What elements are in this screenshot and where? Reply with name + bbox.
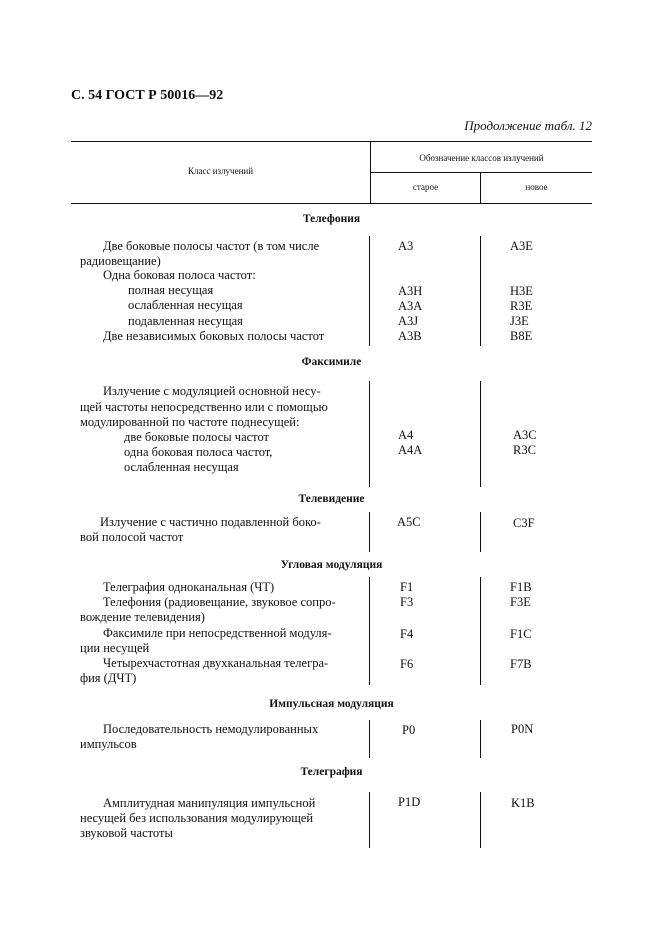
section-title-facsimile: Факсимиле (301, 356, 362, 368)
row-text: ослабленная несущая (128, 298, 243, 312)
old-designation: F4 (400, 627, 414, 641)
old-designation: A3H (398, 284, 423, 298)
new-designation: R3C (513, 443, 536, 457)
row-text: Телеграфия одноканальная (ЧТ) (103, 580, 275, 594)
row-text: ции несущей (80, 641, 150, 655)
old-designation: A3A (398, 299, 423, 313)
old-designation: F6 (400, 657, 414, 671)
new-designation: F1C (510, 627, 532, 641)
column-rule (369, 236, 370, 346)
column-rule (480, 236, 481, 346)
section-title-telephony: Телефония (302, 213, 361, 225)
row-text: подавленная несущая (128, 314, 243, 328)
row-text: вождение телевидения) (80, 610, 205, 624)
row-text: Излучение с частично подавленной боко- (100, 515, 321, 529)
row-text: Факсимиле при непосредственной модуля- (103, 626, 332, 640)
header-divider-class (370, 141, 371, 203)
row-text: модулированной по частоте поднесущей: (80, 415, 300, 429)
column-rule (480, 577, 481, 685)
section-title-pulse-modulation: Импульсная модуляция (269, 698, 394, 710)
section-title-television: Телевидение (298, 493, 365, 505)
row-text: Телефония (радиовещание, звуковое сопро- (103, 595, 336, 609)
row-text: одна боковая полоса частот, (124, 445, 273, 459)
old-designation: A3B (398, 329, 422, 343)
new-designation: C3F (513, 516, 535, 530)
row-text: щей частоты непосредственно или с помощью (80, 400, 328, 414)
section-title-telegraphy: Телеграфия (300, 766, 363, 778)
row-text: радиовещание) (80, 254, 161, 268)
new-designation: H3E (510, 284, 533, 298)
new-designation: A3E (510, 239, 533, 253)
new-designation: F3E (510, 595, 531, 609)
new-designation: A3C (513, 428, 537, 442)
table-header-rule (370, 172, 592, 173)
column-rule (480, 381, 481, 487)
row-text: Последовательность немодулированных (103, 722, 319, 736)
row-text: звуковой частоты (80, 826, 173, 840)
column-rule (480, 720, 481, 758)
header-designation: Обозначение классов излучений (419, 153, 544, 163)
table-top-rule (71, 141, 592, 142)
table-header-bottom-rule (71, 203, 592, 204)
column-rule (369, 720, 370, 758)
new-designation: R3E (510, 299, 533, 313)
old-designation: A5C (397, 515, 421, 529)
row-text: две боковые полосы частот (124, 430, 270, 444)
row-text: Амплитудная манипуляция импульсной (103, 796, 316, 810)
old-designation: A4 (398, 428, 414, 442)
row-text: Излучение с модуляцией основной несу- (103, 384, 321, 398)
column-rule (369, 577, 370, 685)
old-designation: A3J (398, 314, 419, 328)
old-designation: P0 (402, 723, 416, 737)
row-text: Четырехчастотная двухканальная телегра- (103, 656, 329, 670)
new-designation: B8E (510, 329, 533, 343)
new-designation: K1B (511, 796, 535, 810)
new-designation: J3E (510, 314, 529, 328)
row-text: Две боковые полосы частот (в том числе (103, 239, 320, 253)
row-text: ослабленная несущая (124, 460, 239, 474)
old-designation: F1 (400, 580, 414, 594)
row-text: вой полосой частот (80, 530, 184, 544)
column-rule (369, 512, 370, 552)
old-designation: P1D (398, 795, 421, 809)
new-designation: P0N (511, 722, 534, 736)
new-designation: F7B (510, 657, 532, 671)
old-designation: A4A (398, 443, 423, 457)
header-new: новое (525, 182, 548, 192)
row-text: импульсов (80, 737, 137, 751)
row-text: Одна боковая полоса частот: (103, 268, 256, 282)
new-designation: F1B (510, 580, 532, 594)
page-header: С. 54 ГОСТ Р 50016—92 (71, 88, 224, 103)
column-rule (480, 512, 481, 552)
old-designation: F3 (400, 595, 414, 609)
old-designation: A3 (398, 239, 414, 253)
header-old: старое (412, 182, 439, 192)
section-title-angle-modulation: Угловая модуляция (280, 559, 383, 571)
row-text: Две независимых боковых полосы частот (103, 329, 325, 343)
header-class-of-emission: Класс излучений (187, 166, 254, 176)
row-text: фия (ДЧТ) (80, 671, 137, 685)
table-continuation-label: Продолжение табл. 12 (464, 118, 592, 133)
column-rule (369, 792, 370, 848)
column-rule (369, 381, 370, 487)
row-text: несущей без использования модулирующей (80, 811, 314, 825)
row-text: полная несущая (128, 283, 214, 297)
column-rule (480, 792, 481, 848)
